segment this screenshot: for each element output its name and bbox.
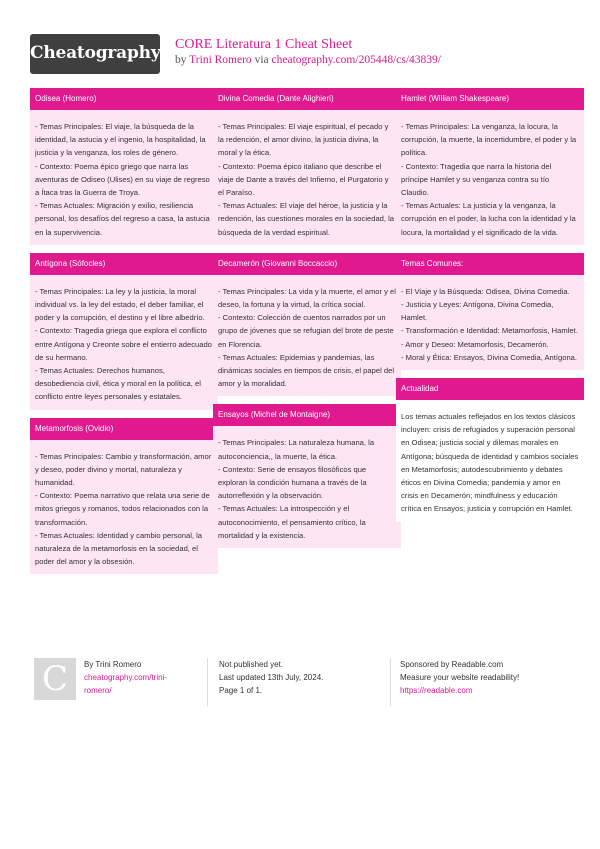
- section-heading: Temas Comunes:: [396, 253, 584, 275]
- section-antigona: [30, 253, 218, 410]
- section-line: - Contexto: Tragedia que narra la historia del príncipe Hamlet y su venganza contra su tío Claudio.: [401, 161, 552, 198]
- section-decameron: [213, 253, 401, 397]
- author-profile-link-cont[interactable]: romero/: [84, 686, 112, 695]
- via-word: via: [254, 54, 269, 66]
- section-body: [213, 110, 401, 245]
- section-line: - Temas Principales: El viaje, la búsqueda de la identidad, la astucia y el ingenio, la hospitalidad, la justicia y la venganza, los roles de género.: [35, 122, 206, 158]
- sponsor-tagline: Measure your website readability!: [400, 673, 520, 682]
- page-title[interactable]: CORE Literatura 1 Cheat Sheet: [175, 37, 353, 52]
- author-avatar: C: [34, 658, 76, 700]
- footer-author-block: [84, 658, 167, 697]
- author-profile-link[interactable]: cheatography.com/trini-: [84, 673, 167, 682]
- footer-divider: [390, 658, 391, 706]
- section-divina-comedia: [213, 88, 401, 245]
- sponsor-line: Sponsored by Readable.com: [400, 660, 504, 669]
- section-odisea: [30, 88, 218, 245]
- section-heading: Odisea (Homero): [30, 88, 218, 110]
- sponsor-link[interactable]: https://readable.com: [400, 686, 473, 695]
- column-1: [30, 88, 218, 582]
- section-line: - Contexto: Poema épico griego que narra las aventuras de Odiseo (Ulises) en su viaje de regreso a Ítaca tras la Guerra de Troya.: [35, 161, 210, 198]
- by-word: by: [175, 54, 187, 66]
- section-line: - Transformación e Identidad: Metamorfosis, Hamlet.: [401, 326, 578, 336]
- section-line: - Contexto: Poema narrativo que relata una serie de mitos griegos y romanos, todos relacionados con la transformación.: [35, 491, 210, 527]
- column-3: [396, 88, 584, 530]
- published-status: Not published yet.: [219, 660, 284, 669]
- section-line: - Contexto: Colección de cuentos narrados por un grupo de jóvenes que se refugian del brote de peste en Florencia.: [218, 313, 394, 349]
- section-line: - Temas Actuales: Identidad y cambio personal, la naturaleza de la metamorfosis en la sociedad, el poder del amor y la obsesión.: [35, 530, 203, 567]
- section-line: - Amor y Deseo: Metamorfosis, Decamerón.: [401, 339, 549, 349]
- footer-divider: [207, 658, 208, 706]
- section-line: - Contexto: Tragedia griega que explora el conflicto entre Antígona y Creonte sobre el entierro adecuado de su hermano.: [35, 326, 212, 362]
- section-body: [30, 440, 218, 575]
- section-line: - Temas Actuales: Epidemias y pandemias, las dinámicas sociales en tiempos de crisis, el papel del amor y la moralidad.: [218, 352, 395, 389]
- footer: [0, 650, 600, 710]
- section-heading: Actualidad: [396, 378, 584, 400]
- section-body: [396, 110, 584, 245]
- section-body: [213, 426, 401, 548]
- section-body: [30, 110, 218, 245]
- section-line: - Temas Principales: Cambio y transformación, amor y deseo, poder divino y mortal, naturaleza y humanidad.: [35, 451, 212, 488]
- byline: [175, 54, 441, 66]
- section-heading: Antígona (Sófocles): [30, 253, 218, 275]
- header: [0, 0, 600, 80]
- section-heading: Metamorfosis (Ovidio): [30, 418, 218, 440]
- author-link[interactable]: Trini Romero: [189, 54, 252, 66]
- section-heading: Ensayos (Michel de Montaigne): [213, 404, 401, 426]
- column-2: [213, 88, 401, 556]
- section-temas-comunes: [396, 253, 584, 370]
- section-line: - Temas Principales: La vida y la muerte, el amor y el deseo, la fortuna y la virtud, la crítica social.: [218, 286, 396, 310]
- footer-sponsor-block: [400, 658, 519, 697]
- section-body: [396, 400, 584, 522]
- section-actualidad: [396, 378, 584, 522]
- section-heading: Divina Comedia (Dante Alighieri): [213, 88, 401, 110]
- section-line: - Temas Actuales: La introspección y el autoconocimiento, el pensamiento crítico, la mortalidad y la existencia.: [218, 504, 366, 540]
- section-hamlet: [396, 88, 584, 245]
- section-line: - Temas Principales: La ley y la justicia, la moral individual vs. la ley del estado, el deber familiar, el poder y la corrupción, el destino y el libre albedrío.: [35, 286, 205, 323]
- page-count: Page 1 of 1.: [219, 686, 263, 695]
- section-line: - Temas Actuales: Migración y exilio, resiliencia personal, los desafíos del regreso a casa, la astucia en la supervivencia.: [35, 201, 210, 237]
- cheatography-logo[interactable]: Cheatography: [30, 34, 160, 74]
- section-line: - Contexto: Poema épico italiano que describe el viaje de Dante a través del Infierno, el Purgatorio y el Paraíso.: [218, 161, 389, 198]
- section-line: - Temas Actuales: La justicia y la venganza, la corrupción en el poder, la lucha con la identidad y la locura, la mortalidad y el significado de la vida.: [401, 201, 576, 237]
- section-body: [396, 275, 584, 370]
- section-line: - Temas Principales: La venganza, la locura, la corrupción, la muerte, la incertidumbre, el poder y la política.: [401, 122, 577, 158]
- footer-meta-block: [219, 658, 323, 697]
- section-line: - Temas Principales: El viaje espiritual, el pecado y la redención, el amor divino, la justicia divina, la moral y la ética.: [218, 122, 389, 158]
- section-metamorfosis: [30, 418, 218, 575]
- section-body: [30, 275, 218, 410]
- section-line: - Temas Actuales: Derechos humanos, desobediencia civil, ética y moral en la política, el conflicto entre leyes personales y estatales.: [35, 366, 201, 402]
- section-heading: Decamerón (Giovanni Boccaccio): [213, 253, 401, 275]
- section-ensayos: [213, 404, 401, 548]
- section-line: - Temas Actuales: El viaje del héroe, la justicia y la redención, las cuestiones morales en la sociedad, la búsqueda de la verdad espiritual.: [218, 201, 395, 237]
- section-line: - Moral y Ética: Ensayos, Divina Comedia, Antígona.: [401, 352, 578, 362]
- sheet-url-link[interactable]: cheatography.com/205448/cs/43839/: [271, 54, 441, 66]
- section-line: - Justicia y Leyes: Antígona, Divina Comedia, Hamlet.: [401, 300, 554, 323]
- last-updated: Last updated 13th July, 2024.: [219, 673, 324, 682]
- footer-by-line: By Trini Romero: [84, 660, 142, 669]
- section-body: [213, 275, 401, 397]
- section-line: - Contexto: Serie de ensayos filosóficos que exploran la condición humana a través de la autorreflexión y la observación.: [218, 464, 367, 501]
- section-line: Los temas actuales reflejados en los textos clásicos incluyen: crisis de refugiados y superación personal en Odisea; justicia social y dilemas morales en Antígona; búsqueda de identidad y cambios sociales en Metamorfosis; autodescubrimiento y debates éticos en Divina Comedia; pandemia y amor en crisis en Decamerón; mindfulness y educación crítica en Ensayos; justicia y corrupción en Hamlet.: [401, 412, 579, 514]
- section-line: - Temas Principales: La naturaleza humana, la autoconciencia,, la muerte, la ética.: [218, 438, 375, 461]
- section-heading: Hamlet (William Shakespeare): [396, 88, 584, 110]
- section-line: - El Viaje y la Búsqueda: Odisea, Divina Comedia.: [401, 286, 570, 296]
